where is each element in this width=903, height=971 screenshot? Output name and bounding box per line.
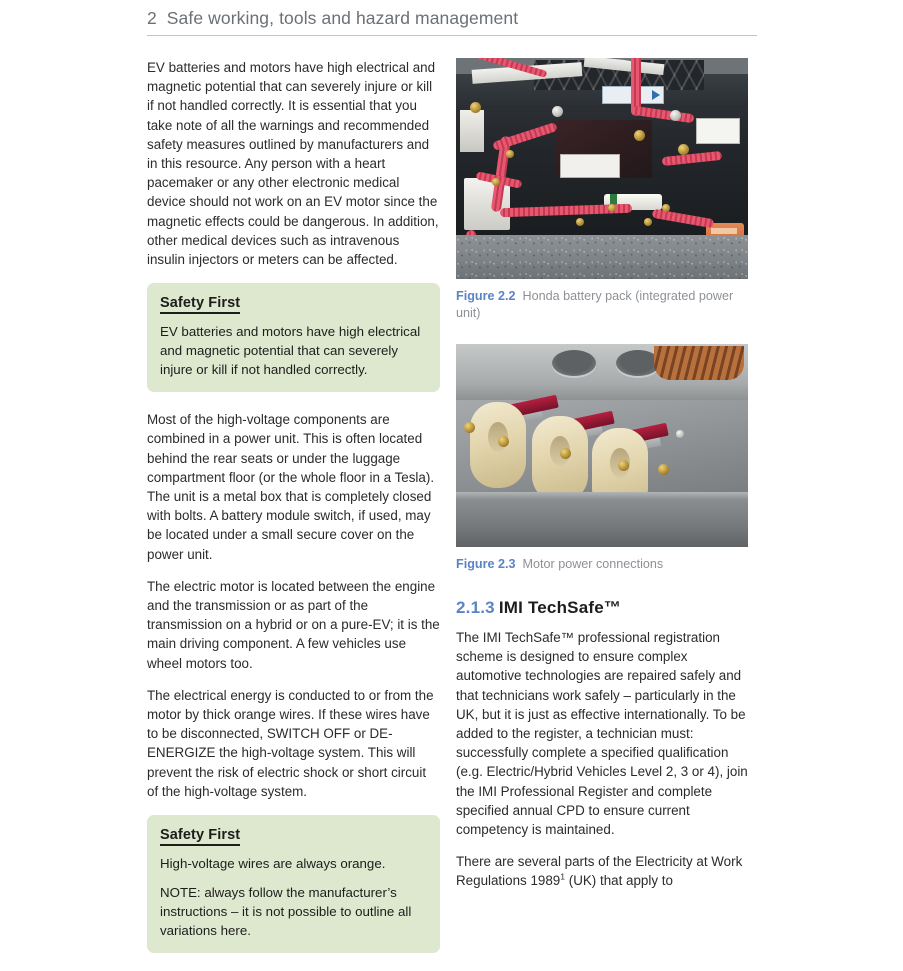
paragraph-electric-motor: The electric motor is located between the engine and the transmission or as part of the transmission on a hybrid or on a pure-EV; it is the main driving component. A few vehicles use wheel motors too. bbox=[147, 578, 440, 671]
phase-insulator bbox=[470, 402, 526, 488]
safety-first-body: EV batteries and motors have high electrical and magnetic potential that can severely injure or kill if not handled correctly. bbox=[160, 324, 421, 378]
paragraph-electrical-energy: The electrical energy is conducted to or from the motor by thick orange wires. If these wires have to be disconnected, SWITCH OFF or DE-ENERGIZE the high-voltage system. This will prevent the risk of electric shock or short circuit of the high-voltage system. bbox=[147, 687, 434, 799]
paragraph-regulations bbox=[456, 852, 748, 890]
terminal-bolt bbox=[560, 448, 571, 459]
figure-2-3-image bbox=[456, 344, 748, 547]
safety-first-box-1 bbox=[147, 283, 440, 392]
regulations-text-before: There are several parts of the Electricity at Work Regulations 1989 bbox=[456, 854, 743, 889]
module-nameplate bbox=[560, 154, 620, 178]
figure-2-3-caption-text: Motor power connections bbox=[522, 557, 664, 571]
safety-first-title: Safety First bbox=[160, 827, 240, 846]
safety-first-title: Safety First bbox=[160, 295, 240, 314]
figure-2-3-caption bbox=[456, 556, 748, 573]
figure-2-2-image bbox=[456, 58, 748, 279]
mounting-bolt bbox=[470, 102, 481, 113]
phase-insulator bbox=[532, 416, 588, 502]
mounting-bolt bbox=[634, 130, 645, 141]
copper-windings bbox=[654, 346, 744, 380]
regulations-text-after: (UK) that apply to bbox=[565, 873, 673, 889]
mounting-bolt bbox=[576, 218, 584, 226]
figure-2-2-label: Figure 2.2 bbox=[456, 289, 516, 303]
terminal-bolt bbox=[464, 422, 475, 433]
safety-first-body-line-2: NOTE: always follow the manufacturer’s instructions – it is not possible to outline all variations here. bbox=[160, 885, 412, 939]
mounting-bolt bbox=[506, 150, 514, 158]
mounting-bolt bbox=[670, 110, 681, 121]
bore-opening bbox=[552, 350, 596, 376]
left-column bbox=[147, 58, 440, 971]
floor-texture bbox=[456, 235, 748, 279]
mounting-bolt bbox=[644, 218, 652, 226]
paragraph-techsafe: The IMI TechSafe™ professional registration scheme is designed to ensure complex automotive technologies are repaired safely and that technicians work safely – particularly in the UK, but it is just as effective internationally. To be added to the register, a technician must: successfully complete a specified qualification (e.g. Electric/Hybrid Vehicles Level 2, 3 or 4), join the IMI Professional Register and complete specified annual CPD to ensure current competency is maintained. bbox=[456, 630, 748, 838]
section-number: 2.1.3 bbox=[456, 598, 495, 617]
mounting-bolt bbox=[492, 178, 500, 186]
section-heading-2-1-3 bbox=[456, 598, 748, 618]
mounting-bolt bbox=[552, 106, 563, 117]
running-header bbox=[147, 8, 757, 36]
chapter-number: 2 bbox=[147, 8, 157, 28]
paragraph-intro: EV batteries and motors have high electrical and magnetic potential that can severely injure or kill if not handled correctly. It is essential that you take note of all the warnings and recommended safety measures outlined by manufacturers and in this resource. Any person with a heart pacemaker or any other electronic medical device should not work on an EV motor since the magnetic effects could be dangerous. In addition, other medical devices such as intravenous insulin injectors or meters can be affected. bbox=[147, 60, 439, 268]
spec-label bbox=[696, 118, 740, 144]
housing-lower-lip bbox=[456, 499, 748, 547]
mounting-bolt bbox=[662, 204, 670, 212]
terminal-bolt bbox=[498, 436, 509, 447]
paragraph-power-unit: Most of the high-voltage components are combined in a power unit. This is often located behind the rear seats or under the luggage compartment floor (or the whole floor in a Tesla). The unit is a metal box that is completely closed with bolts. A battery module switch, if used, may be located under a small secure cover on the power unit. bbox=[147, 412, 435, 562]
figure-2-3-label: Figure 2.3 bbox=[456, 557, 516, 571]
safety-first-box-2 bbox=[147, 815, 440, 953]
section-title: IMI TechSafe™ bbox=[498, 598, 622, 617]
figure-2-2-caption bbox=[456, 288, 748, 322]
figure-2-3 bbox=[456, 344, 748, 573]
mounting-bolt bbox=[608, 204, 616, 212]
mounting-bolt bbox=[678, 144, 689, 155]
running-header-text bbox=[147, 8, 518, 28]
safety-first-body-line-1: High-voltage wires are always orange. bbox=[160, 856, 386, 872]
white-connector-block-2 bbox=[460, 110, 484, 152]
figure-2-2 bbox=[456, 58, 748, 322]
footnote-marker: 1 bbox=[560, 871, 566, 882]
chapter-title: Safe working, tools and hazard management bbox=[166, 8, 519, 28]
right-column bbox=[456, 58, 748, 904]
terminal-bolt bbox=[658, 464, 669, 475]
terminal-bolt bbox=[618, 460, 629, 471]
figure-2-2-caption-text: Honda battery pack (integrated power unit) bbox=[456, 289, 734, 320]
housing-bolt bbox=[676, 430, 684, 438]
